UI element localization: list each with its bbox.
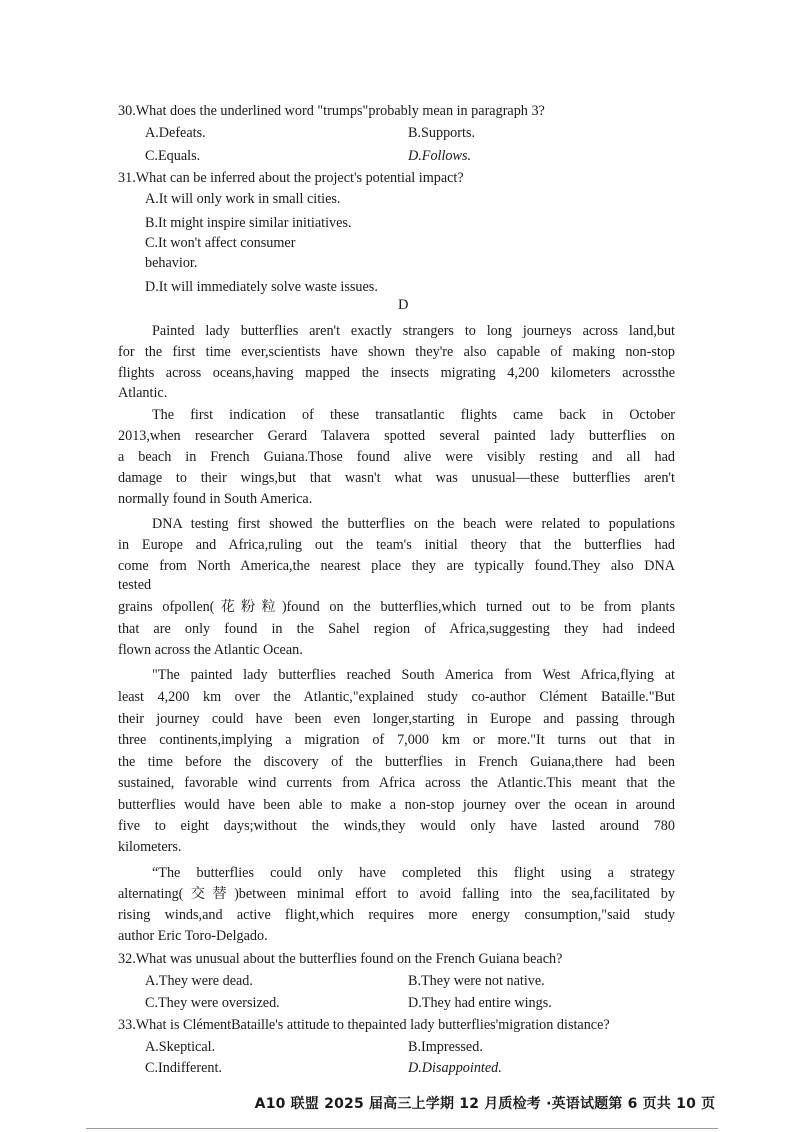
passage-line: five to eight days;without the winds,they would only have lasted around 780 <box>118 818 675 834</box>
passage-line: come from North America,the nearest place they are typically found.They also DNA <box>118 558 675 574</box>
passage-line: rising winds,and active flight,which requires more energy consumption,"said study <box>118 907 675 923</box>
passage-line: three continents,implying a migration of 7,000 km or more."It turns out that in <box>118 732 675 748</box>
section-label: D <box>398 297 409 313</box>
question-32-stem: 32.What was unusual about the butterflies found on the French Guiana beach? <box>118 951 563 967</box>
passage-line: kilometers. <box>118 839 182 855</box>
passage-line: Atlantic. <box>118 385 168 401</box>
footer-divider <box>86 1128 718 1129</box>
passage-line: author Eric Toro-Delgado. <box>118 928 268 944</box>
passage-line: normally found in South America. <box>118 491 313 507</box>
passage-line: their journey could have been even longer,starting in Europe and passing through <box>118 711 675 727</box>
question-31-option-d: D.It will immediately solve waste issues. <box>145 279 378 295</box>
passage-line: DNA testing first showed the butterflies on the beach were related to populations <box>152 516 675 532</box>
question-30-option-c: C.Equals. <box>145 148 201 164</box>
passage-line: "The painted lady butterflies reached South America from West Africa,flying at <box>152 667 675 683</box>
question-31-option-c: C.It won't affect consumer <box>145 235 296 251</box>
question-30-option-a: A.Defeats. <box>145 125 206 141</box>
passage-line: flown across the Atlantic Ocean. <box>118 642 303 658</box>
question-30-option-d: D.Follows. <box>408 148 472 164</box>
question-31-option-c-continued: behavior. <box>145 255 198 271</box>
question-33-option-d: D.Disappointed. <box>408 1060 502 1076</box>
question-31-stem: 31.What can be inferred about the project's potential impact? <box>118 170 464 186</box>
passage-line: 2013,when researcher Gerard Talavera spotted several painted lady butterflies on <box>118 428 675 444</box>
passage-line: flights across oceans,having mapped the insects migrating 4,200 kilometers acrossthe <box>118 365 675 381</box>
passage-line: tested <box>118 577 152 593</box>
passage-line: a beach in French Guiana.Those found alive were visibly resting and all had <box>118 449 675 465</box>
question-32-option-a: A.They were dead. <box>145 973 253 989</box>
passage-line: butterflies would have been able to make a non-stop journey over the ocean in around <box>118 797 675 813</box>
question-33-option-a: A.Skeptical. <box>145 1039 216 1055</box>
question-31-option-a: A.It will only work in small cities. <box>145 191 341 207</box>
passage-line: the time before the discovery of the butterflies in French Guiana,there had been <box>118 754 675 770</box>
question-31-option-b: B.It might inspire similar initiatives. <box>145 215 352 231</box>
page-footer: A10 联盟 2025 届高三上学期 12 月质检考 ·英语试题第 6 页共 10 页 <box>254 1096 716 1112</box>
passage-line: for the first time ever,scientists have shown they're also capable of making non-stop <box>118 344 675 360</box>
question-32-option-d: D.They had entire wings. <box>408 995 552 1011</box>
question-30-stem: 30.What does the underlined word "trumps"probably mean in paragraph 3? <box>118 103 545 119</box>
passage-line: damage to their wings,but that wasn't what was unusual—these butterflies aren't <box>118 470 675 486</box>
question-33-stem: 33.What is ClémentBataille's attitude to thepainted lady butterflies'migration distance? <box>118 1017 610 1033</box>
passage-line: Painted lady butterflies aren't exactly strangers to long journeys across land,but <box>152 323 675 339</box>
passage-line: “The butterflies could only have completed this flight using a strategy <box>152 865 675 881</box>
passage-line: that are only found in the Sahel region of Africa,suggesting they had indeed <box>118 621 675 637</box>
passage-line: grains ofpollen(花粉粒)found on the butterflies,which turned out to be from plants <box>118 599 675 615</box>
question-33-option-c: C.Indifferent. <box>145 1060 222 1076</box>
passage-line: sustained, favorable wind currents from Africa across the Atlantic.This meant that the <box>118 775 675 791</box>
passage-line: in Europe and Africa,ruling out the team's initial theory that the butterflies had <box>118 537 675 553</box>
passage-line: alternating(交替)between minimal effort to avoid falling into the sea,facilitated by <box>118 886 675 902</box>
question-33-option-b: B.Impressed. <box>408 1039 483 1055</box>
passage-line: The first indication of these transatlantic flights came back in October <box>152 407 675 423</box>
question-30-option-b: B.Supports. <box>408 125 476 141</box>
question-32-option-c: C.They were oversized. <box>145 995 280 1011</box>
passage-line: least 4,200 km over the Atlantic,"explained study co-author Clément Bataille."But <box>118 689 675 705</box>
question-32-option-b: B.They were not native. <box>408 973 545 989</box>
